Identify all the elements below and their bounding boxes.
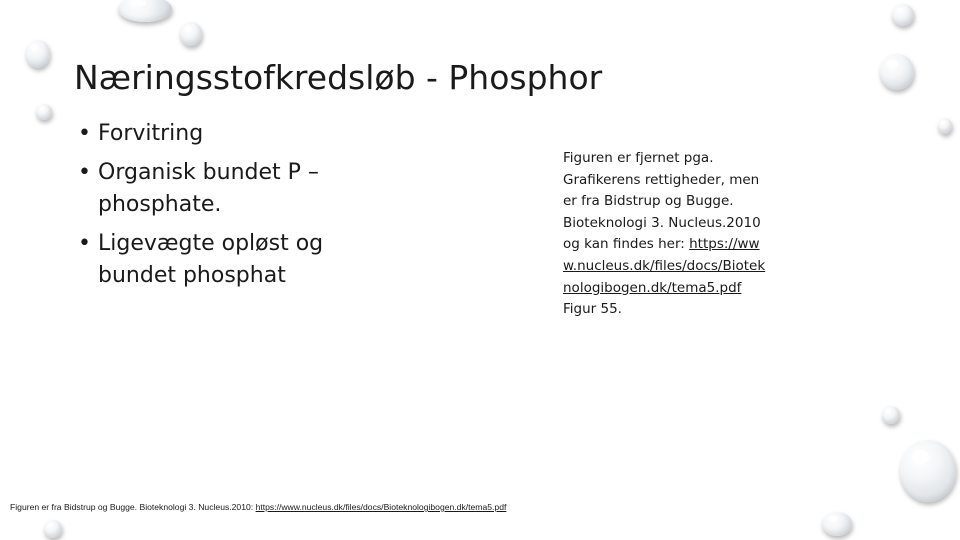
water-drop-decoration (900, 440, 956, 502)
footer-credit (10, 502, 730, 512)
bullet-text: Ligevægte opløst og bundet phosphat (98, 231, 324, 288)
credit-suffix: Figur 55. (563, 301, 622, 318)
water-drop-decoration (118, 0, 172, 22)
credit-link[interactable]: https://www.nucleus.dk/files/docs/Bioteknologibogen.dk/tema5.pdf (563, 236, 766, 296)
bullet-marker: • (78, 231, 91, 256)
water-drop-decoration (938, 118, 952, 134)
bullet-marker: • (78, 160, 91, 185)
bullet-text: Organisk bundet P – phosphate. (98, 160, 319, 217)
bullet-marker: • (78, 121, 91, 146)
bullet-item (78, 118, 378, 150)
water-drop-decoration (44, 520, 62, 538)
water-drop-decoration (882, 406, 900, 424)
bullet-list (78, 118, 378, 299)
water-drop-decoration (26, 40, 50, 68)
footer-text: Figuren er fra Bidstrup og Bugge. Bioteknologi 3. Nucleus.2010: (10, 502, 256, 512)
water-drop-decoration (36, 104, 52, 120)
slide-title: Næringsstofkredsløb - Phosphor (74, 58, 603, 97)
footer-link[interactable]: https://www.nucleus.dk/files/docs/Bioteknologibogen.dk/tema5.pdf (255, 502, 507, 512)
water-drop-decoration (180, 22, 202, 46)
water-drop-decoration (880, 54, 914, 90)
bullet-text: Forvitring (98, 121, 204, 146)
water-drop-decoration (822, 512, 852, 536)
bullet-item (78, 157, 378, 221)
water-drop-decoration (892, 4, 914, 26)
credit-text: Figuren er fjernet pga. Grafikerens rettigheder, men er fra Bidstrup og Bugge. Bioteknologi 3. Nucleus.2010 og kan findes her: (563, 150, 761, 253)
bullet-item (78, 228, 378, 292)
figure-credit-note (563, 148, 768, 321)
